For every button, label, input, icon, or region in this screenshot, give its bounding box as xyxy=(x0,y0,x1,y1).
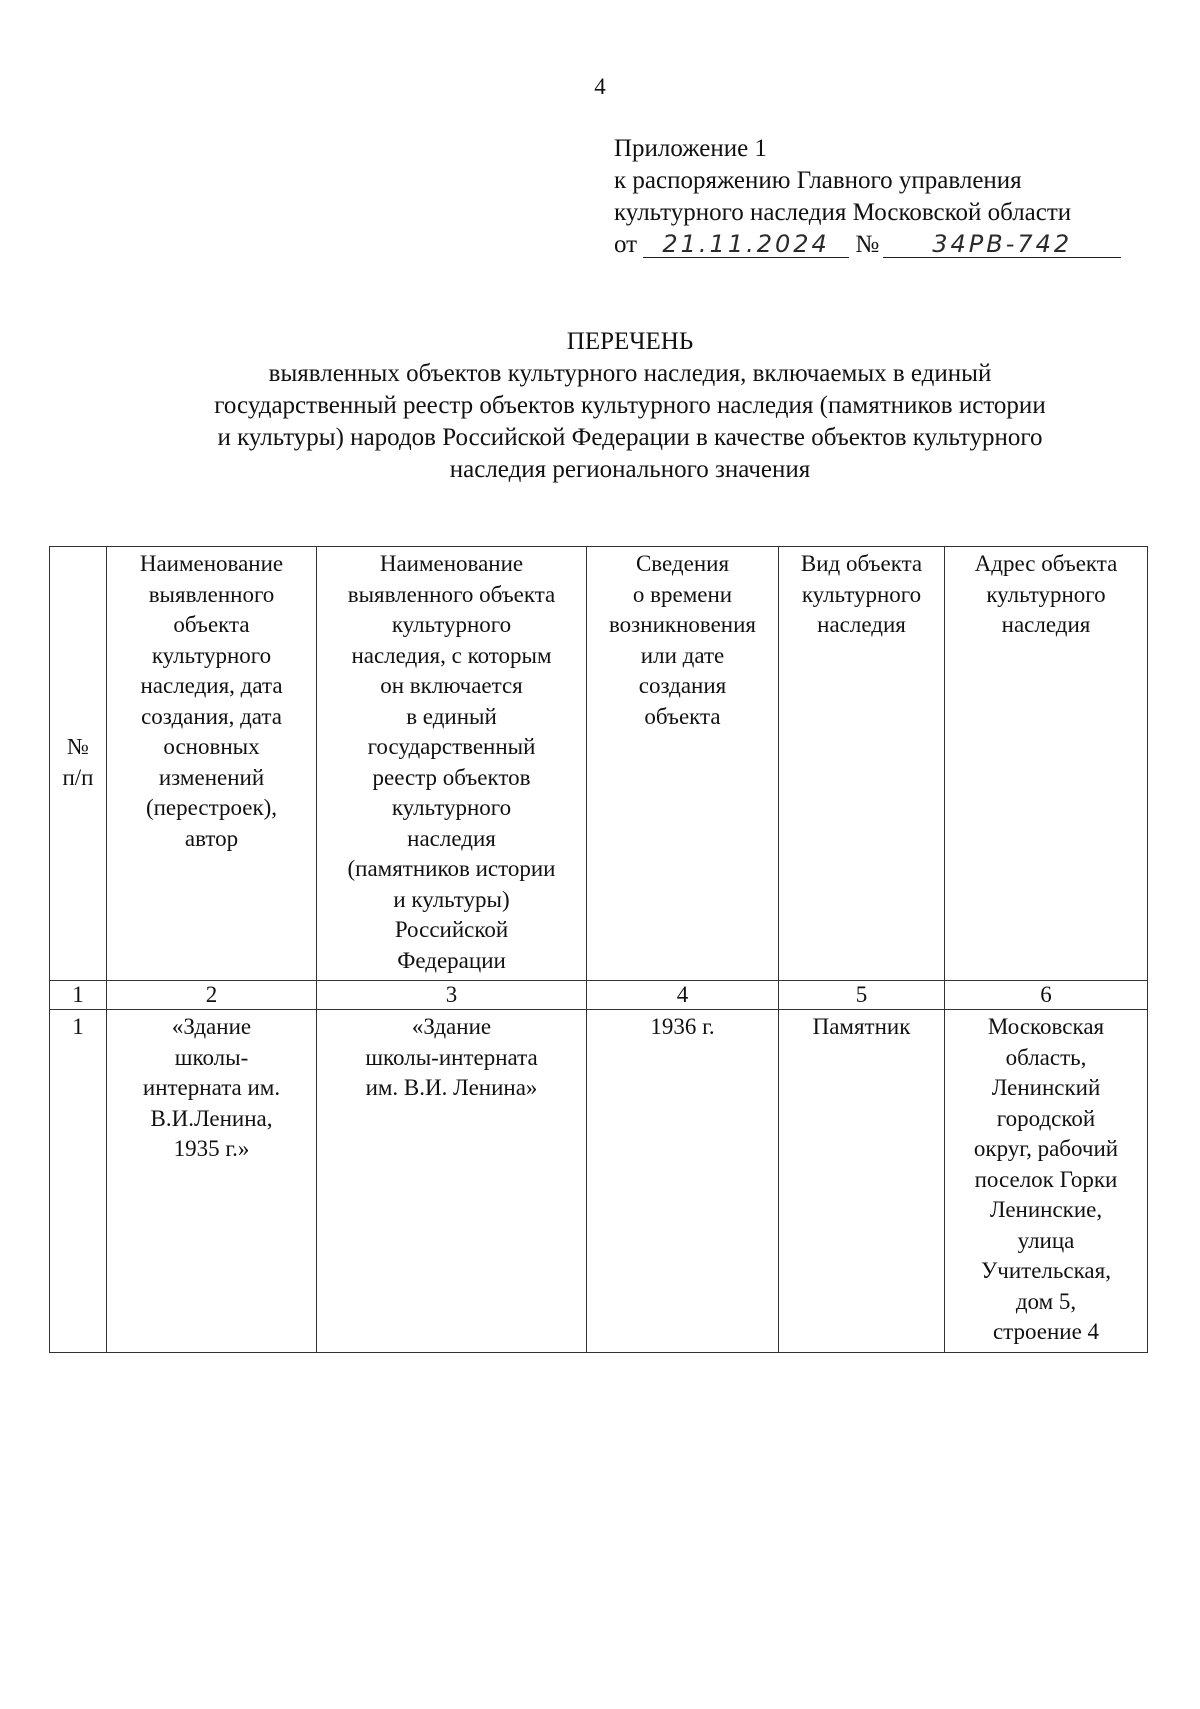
cell-text: Ленинский xyxy=(991,1075,1101,1100)
cell-text: культурного xyxy=(986,581,1106,607)
cell-text: (перестроек), xyxy=(145,795,278,820)
header-cell xyxy=(317,547,587,981)
cell-text: Вид объекта xyxy=(800,551,923,576)
cell-text: школы- xyxy=(174,1044,249,1070)
cell-text: и культуры) xyxy=(393,886,510,912)
cell-text: улица xyxy=(1017,1227,1075,1253)
table-row xyxy=(50,1010,1148,1353)
column-number-cell: 1 xyxy=(50,981,107,1010)
header-cell xyxy=(107,547,317,981)
title-line: государственный реестр объектов культурного наследия (памятников истории xyxy=(214,392,1046,419)
table-cell xyxy=(779,1010,945,1353)
title-line: выявленных объектов культурного наследия, включаемых в единый xyxy=(268,360,992,387)
cell-text: государственный xyxy=(367,734,536,759)
cell-text: поселок Горки xyxy=(974,1166,1118,1192)
cell-text: Учительская, xyxy=(981,1258,1111,1283)
cell-text: изменений xyxy=(158,764,265,790)
cell-text: культурного xyxy=(151,642,272,668)
handwritten-date: 21.11.2024 xyxy=(643,231,849,258)
header-cell xyxy=(945,547,1148,981)
appendix-line: Приложение 1 xyxy=(614,135,767,162)
cell-text: 1 xyxy=(72,1014,84,1039)
cell-text: округ, рабочий xyxy=(973,1136,1119,1161)
cell-text: 1935 г.» xyxy=(173,1136,250,1161)
cell-text: основных xyxy=(163,734,260,759)
table-cell xyxy=(587,1010,779,1353)
column-number-cell: 2 xyxy=(107,981,317,1010)
cell-text: дом 5, xyxy=(1015,1288,1077,1314)
cell-text: городской xyxy=(996,1105,1096,1131)
cell-text: область, xyxy=(1005,1044,1087,1070)
cell-text: создания xyxy=(638,673,727,698)
document-title xyxy=(60,326,1200,486)
cell-text: реестр объектов xyxy=(372,764,531,790)
handwritten-number: 34РВ-742 xyxy=(883,231,1121,258)
cell-text: им. В.И. Ленина» xyxy=(365,1075,538,1100)
cell-text: он включается xyxy=(380,673,523,698)
table-cell xyxy=(317,1010,587,1353)
cell-text: культурного xyxy=(391,612,512,637)
cell-text: культурного xyxy=(801,581,922,607)
column-number-cell: 5 xyxy=(779,981,945,1010)
header-cell xyxy=(587,547,779,981)
column-number-row xyxy=(50,981,1148,1010)
cell-text: интерната им. xyxy=(142,1075,281,1100)
cell-text: Федерации xyxy=(397,947,506,973)
title-heading: ПЕРЕЧЕНЬ xyxy=(566,328,694,355)
cell-text: или дате xyxy=(640,642,725,668)
table-cell xyxy=(107,1010,317,1353)
cell-text: «Здание xyxy=(411,1014,492,1039)
cell-text: Наименование xyxy=(139,551,284,576)
table-cell xyxy=(945,1010,1148,1353)
table-header-row xyxy=(50,547,1148,981)
appendix-date-line xyxy=(614,229,1174,261)
cell-text: «Здание xyxy=(171,1014,252,1039)
appendix-line: к распоряжению Главного управления xyxy=(614,167,1022,194)
cell-text: выявленного xyxy=(148,581,275,607)
cell-text: (памятников истории xyxy=(347,856,556,881)
cell-text: Наименование xyxy=(379,551,524,576)
cell-text: Ленинские, xyxy=(989,1197,1103,1222)
page-number: 4 xyxy=(594,74,606,99)
column-number-cell: 6 xyxy=(945,981,1148,1010)
cell-text: наследия, с которым xyxy=(351,642,552,668)
cell-text: возникновения xyxy=(608,612,757,637)
cell-text: объекта xyxy=(644,703,721,729)
cell-text: объекта xyxy=(173,612,250,637)
cell-text: Российской xyxy=(394,917,509,942)
cell-text: п/п xyxy=(62,764,94,790)
cell-text: наследия xyxy=(817,612,906,637)
cell-text: 1936 г. xyxy=(650,1014,715,1039)
cell-text: наследия xyxy=(407,825,496,851)
heritage-objects-table xyxy=(49,546,1148,1353)
cell-text: наследия, дата xyxy=(140,673,283,698)
header-cell xyxy=(779,547,945,981)
appendix-block xyxy=(614,133,1174,261)
cell-text: наследия xyxy=(1001,612,1091,637)
column-number-cell: 3 xyxy=(317,981,587,1010)
cell-text: строение 4 xyxy=(992,1319,1100,1344)
number-prefix: № xyxy=(855,231,880,258)
title-line: наследия регионального значения xyxy=(449,456,811,483)
column-number-cell: 4 xyxy=(587,981,779,1010)
cell-text: культурного xyxy=(391,795,512,820)
cell-text: выявленного объекта xyxy=(347,581,556,607)
cell-text: создания, дата xyxy=(141,703,282,729)
appendix-line: культурного наследия Московской области xyxy=(614,199,1072,226)
cell-text: школы-интерната xyxy=(365,1044,538,1070)
cell-text: автор xyxy=(184,825,239,851)
header-cell xyxy=(50,547,107,981)
table-body xyxy=(50,547,1148,1353)
cell-text: Сведения xyxy=(635,551,730,576)
cell-text: Адрес объекта xyxy=(974,551,1118,576)
cell-text: Памятник xyxy=(812,1014,911,1039)
cell-text: о времени xyxy=(632,581,733,607)
cell-text: в единый xyxy=(406,703,497,729)
cell-text: В.И.Ленина, xyxy=(150,1105,273,1131)
cell-text: № xyxy=(67,734,89,759)
table-cell xyxy=(50,1010,107,1353)
date-prefix: от xyxy=(614,231,638,258)
title-line: и культуры) народов Российской Федерации в качестве объектов культурного xyxy=(217,424,1043,451)
cell-text: Московская xyxy=(987,1014,1105,1039)
